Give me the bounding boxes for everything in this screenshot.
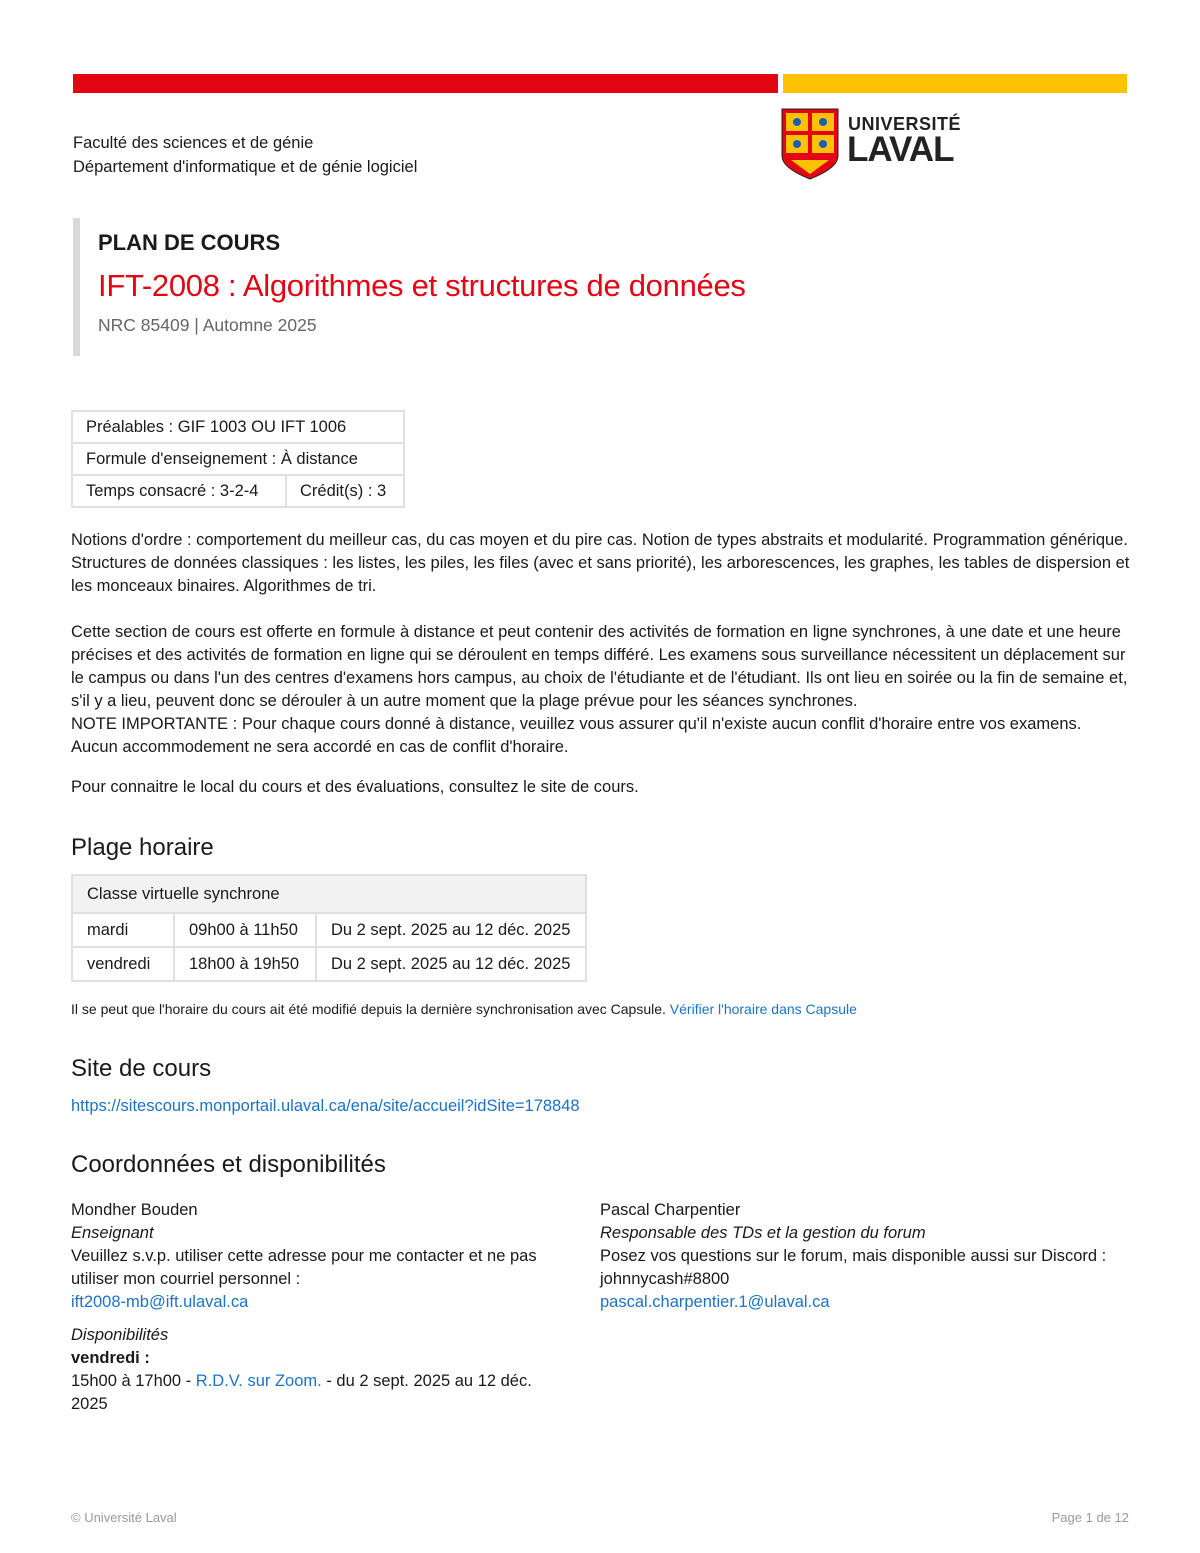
schedule-note <box>71 1001 857 1017</box>
faculty-block <box>73 131 417 179</box>
schedule-header: Classe virtuelle synchrone <box>72 875 586 913</box>
teacher-instructions-2: utiliser mon courriel personnel : <box>71 1270 301 1288</box>
schedule-heading: Plage horaire <box>71 834 214 861</box>
header-red-bar <box>73 74 778 93</box>
course-title: IFT-2008 : Algorithmes et structures de données <box>98 268 746 303</box>
availability-slot <box>71 1370 571 1393</box>
assistant-instructions-2: johnnycash#8800 <box>600 1270 730 1288</box>
formula-label: Formule d'enseignement : <box>86 449 277 468</box>
title-block <box>73 218 746 356</box>
course-description: Notions d'ordre : comportement du meilleur cas, du cas moyen et du pire cas. Notion de types abstraits et modularité. Programmation générique. Structures de données classiques : les listes, les piles, les files (avec et sans priorité), les arborescences, les graphes, les tables de dispersion et les monceaux binaires. Algorithmes de tri. <box>71 531 1130 595</box>
prerequisites-value: GIF 1003 OU IFT 1006 <box>177 417 347 436</box>
availability-period-end: 2025 <box>71 1395 108 1413</box>
assistant-name: Pascal Charpentier <box>600 1201 741 1219</box>
department-name: Département d'informatique et de génie logiciel <box>73 158 418 176</box>
course-site-link[interactable]: https://sitescours.monportail.ulaval.ca/ena/site/accueil?idSite=178848 <box>71 1097 580 1115</box>
table-row <box>72 947 586 981</box>
assistant-contact <box>600 1199 1140 1314</box>
schedule-table <box>71 874 587 982</box>
availability-period: - du 2 sept. 2025 au 12 déc. <box>326 1372 532 1390</box>
contacts-heading: Coordonnées et disponibilités <box>71 1151 386 1178</box>
time-cell <box>72 475 286 507</box>
teacher-instructions-1: Veuillez s.v.p. utiliser cette adresse pour me contacter et ne pas <box>71 1247 537 1265</box>
header-yellow-bar <box>783 74 1127 93</box>
assistant-email-link[interactable]: pascal.charpentier.1@ulaval.ca <box>600 1293 830 1311</box>
schedule-note-text: Il se peut que l'horaire du cours ait été modifié depuis la dernière synchronisation avec Capsule. <box>71 1001 666 1017</box>
footer-page-number: Page 1 de 12 <box>1051 1510 1129 1525</box>
footer-copyright: © Université Laval <box>71 1510 177 1525</box>
faculty-name: Faculté des sciences et de génie <box>73 134 314 152</box>
availability-day: vendredi : <box>71 1349 150 1367</box>
formula-value: À distance <box>280 449 358 468</box>
course-nrc: NRC 85409 | Automne 2025 <box>98 315 317 335</box>
assistant-instructions-1: Posez vos questions sur le forum, mais disponible aussi sur Discord : <box>600 1247 1107 1265</box>
local-notice: Pour connaitre le local du cours et des évaluations, consultez le site de cours. <box>71 778 639 796</box>
credits-label: Crédit(s) : <box>300 481 373 500</box>
prerequisites-label: Préalables : <box>86 417 174 436</box>
availability-label: Disponibilités <box>71 1326 169 1344</box>
prerequisites-cell <box>72 411 404 443</box>
time-value: 3-2-4 <box>219 481 259 500</box>
teacher-email-link[interactable]: ift2008-mb@ift.ulaval.ca <box>71 1293 249 1311</box>
course-info-table <box>71 410 405 508</box>
distance-notice-text: Cette section de cours est offerte en formule à distance et peut contenir des activités de formation en ligne synchrones, à une date et une heure précises et des activités de formation en ligne qui se déroulent en temps différé. Les examens sous surveillance nécessitent un déplacement sur le campus ou dans l'un des centres d'examens hors campus, au choix de l'étudiante et de l'étudiant. Ils ont lieu en soirée ou la fin de semaine et, s'il y a lieu, peuvent donc se dérouler à un autre moment que la plage prévue pour les séances synchrones. <box>71 623 1128 710</box>
teacher-role: Enseignant <box>71 1224 154 1242</box>
university-logo <box>781 108 961 182</box>
logo-text-universite: UNIVERSITÉ <box>848 114 962 134</box>
zoom-link[interactable]: R.D.V. sur Zoom. <box>195 1372 322 1390</box>
schedule-day: vendredi <box>72 947 174 981</box>
shield-icon <box>781 108 839 180</box>
table-row <box>72 913 586 947</box>
schedule-period: Du 2 sept. 2025 au 12 déc. 2025 <box>316 947 586 981</box>
verify-schedule-link[interactable]: Vérifier l'horaire dans Capsule <box>669 1001 857 1017</box>
formula-cell <box>72 443 404 475</box>
assistant-role: Responsable des TDs et la gestion du forum <box>600 1224 926 1242</box>
credits-value: 3 <box>377 481 387 500</box>
schedule-day: mardi <box>72 913 174 947</box>
credits-cell <box>286 475 404 507</box>
course-site-heading: Site de cours <box>71 1055 212 1082</box>
logo-text-laval: LAVAL <box>847 130 954 169</box>
distance-notice <box>71 621 1131 759</box>
schedule-time: 09h00 à 11h50 <box>174 913 316 947</box>
important-note: NOTE IMPORTANTE : Pour chaque cours donné à distance, veuillez vous assurer qu'il n'existe aucun conflit d'horaire entre vos examens. Aucun accommodement ne sera accordé en cas de conflit d'horaire. <box>71 715 1082 756</box>
availability-time: 15h00 à 17h00 - <box>71 1372 192 1390</box>
schedule-period: Du 2 sept. 2025 au 12 déc. 2025 <box>316 913 586 947</box>
plan-title: PLAN DE COURS <box>98 230 281 255</box>
schedule-time: 18h00 à 19h50 <box>174 947 316 981</box>
teacher-contact <box>71 1199 571 1416</box>
time-label: Temps consacré : <box>86 481 216 500</box>
teacher-name: Mondher Bouden <box>71 1201 198 1219</box>
